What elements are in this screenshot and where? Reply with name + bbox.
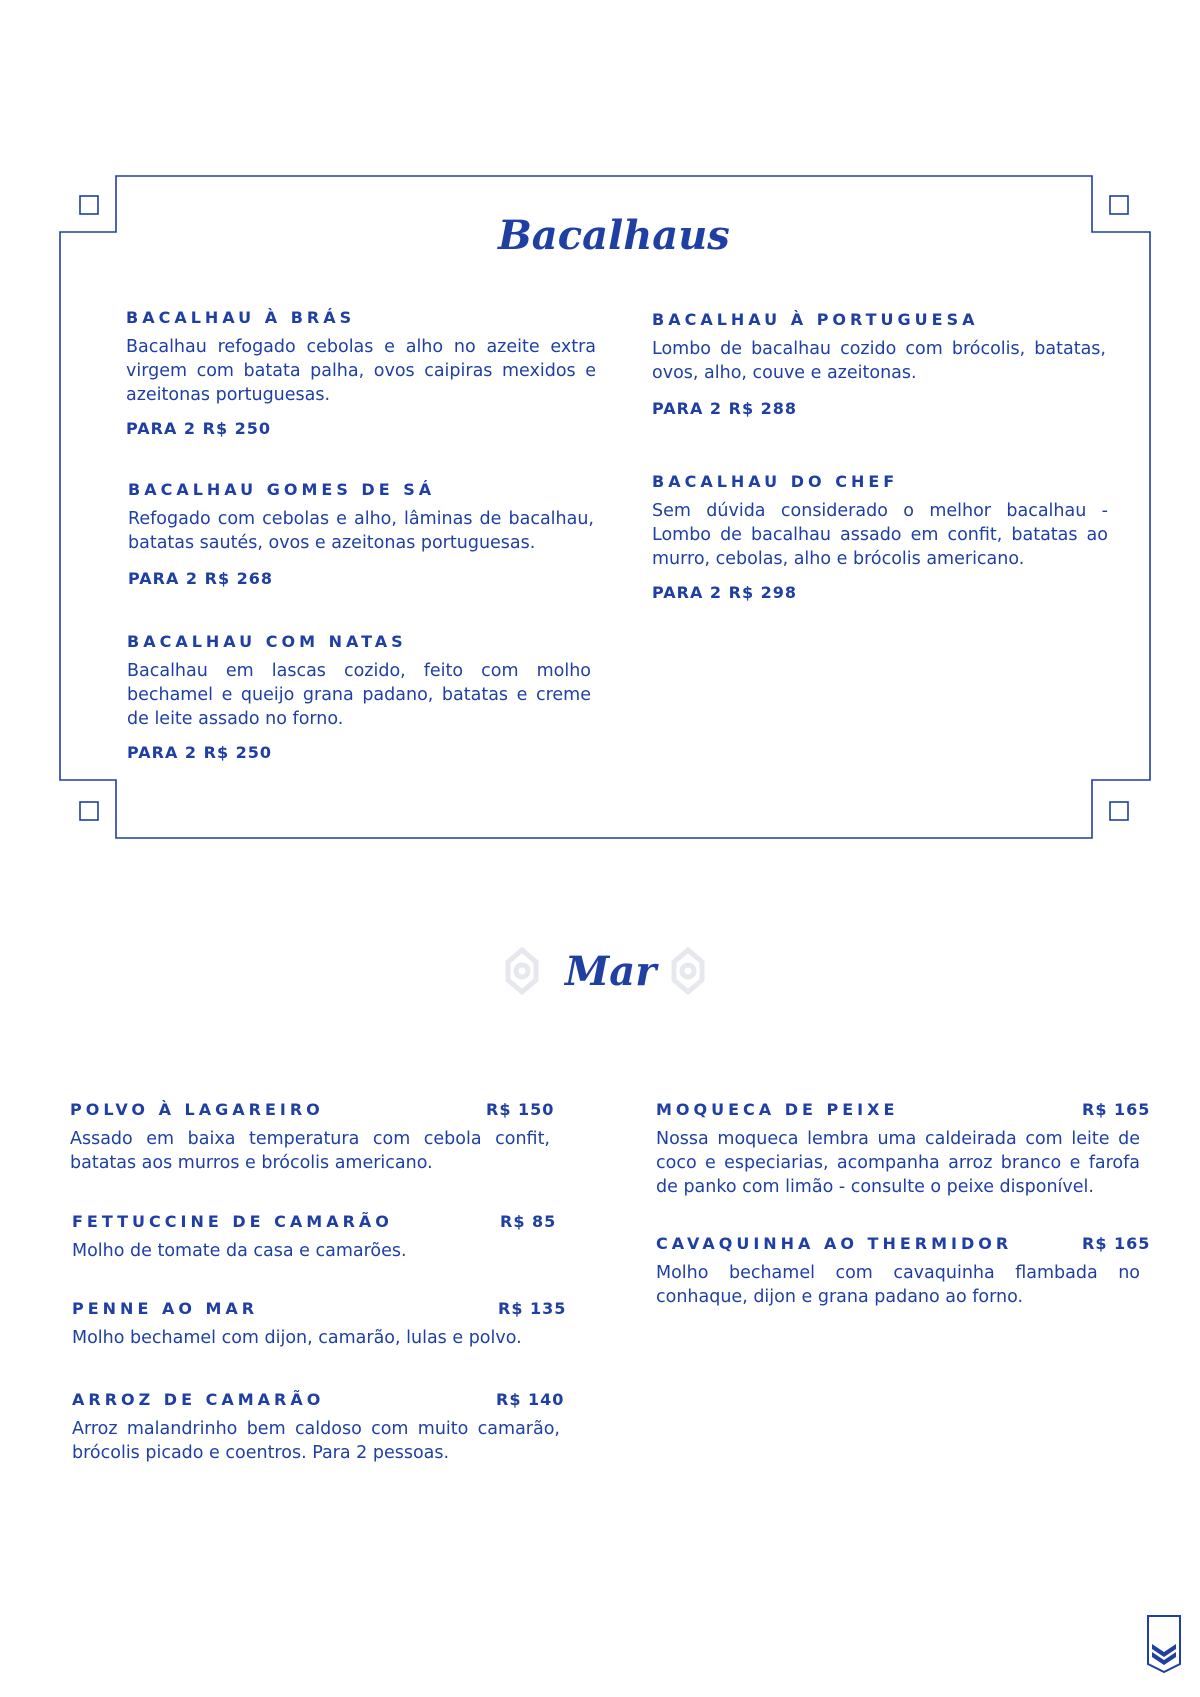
item-price: PARA 2 R$ 298: [652, 583, 798, 603]
menu-item: [72, 1299, 567, 1350]
item-price: PARA 2 R$ 268: [128, 569, 274, 589]
menu-item: [72, 1390, 565, 1465]
item-description: Sem dúvida considerado o melhor bacalhau - Lombo de bacalhau assado em confit, batatas ao murro, cebolas, alho e brócolis americano.: [652, 501, 1108, 570]
menu-item: [652, 310, 1106, 418]
item-price: PARA 2 R$ 250: [127, 743, 273, 763]
item-description: Molho bechamel com cavaquinha flambada no conhaque, dijon e grana padano ao forno.: [656, 1263, 1140, 1308]
item-price: R$ 140: [496, 1390, 565, 1409]
item-description: Nossa moqueca lembra uma caldeirada com leite de coco e especiarias, acompanha arroz branco e farofa de panko com limão - consulte o peixe disponível.: [656, 1129, 1140, 1198]
mar-section-title: Mar: [565, 948, 657, 995]
item-name: MOQUECA DE PEIXE: [656, 1100, 899, 1119]
item-name: ARROZ DE CAMARÃO: [72, 1390, 325, 1409]
flower-ornament-icon: [502, 946, 542, 996]
item-description: Bacalhau refogado cebolas e alho no azeite extra virgem com batata palha, ovos caipiras mexidos e azeitonas portuguesas.: [126, 337, 596, 406]
menu-item: [656, 1234, 1151, 1309]
item-name: BACALHAU COM NATAS: [127, 632, 407, 651]
item-price: R$ 165: [1082, 1100, 1151, 1119]
item-description: Bacalhau em lascas cozido, feito com molho bechamel e queijo grana padano, batatas e creme de leite assado no forno.: [127, 661, 591, 730]
item-price: PARA 2 R$ 288: [652, 399, 798, 419]
item-price: R$ 165: [1082, 1234, 1151, 1253]
item-name: POLVO À LAGAREIRO: [70, 1100, 324, 1119]
menu-item: [126, 308, 596, 438]
item-description: Lombo de bacalhau cozido com brócolis, batatas, ovos, alho, couve e azeitonas.: [652, 339, 1106, 384]
item-description: Molho de tomate da casa e camarões.: [72, 1241, 407, 1262]
item-name: BACALHAU À PORTUGUESA: [652, 310, 979, 329]
item-price: PARA 2 R$ 250: [126, 419, 272, 439]
bacalhaus-section-title: Bacalhaus: [498, 212, 730, 259]
menu-item: [127, 632, 591, 762]
item-name: BACALHAU GOMES DE SÁ: [128, 480, 436, 499]
item-description: Arroz malandrinho bem caldoso com muito camarão, brócolis picado e coentros. Para 2 pessoas.: [72, 1419, 560, 1464]
menu-item: [70, 1100, 555, 1175]
item-description: Molho bechamel com dijon, camarão, lulas e polvo.: [72, 1328, 522, 1349]
item-price: R$ 150: [486, 1100, 555, 1119]
menu-item: [656, 1100, 1151, 1199]
item-description: Refogado com cebolas e alho, lâminas de bacalhau, batatas sautés, ovos e azeitonas portuguesas.: [128, 509, 594, 554]
menu-item: [652, 472, 1108, 602]
item-name: FETTUCCINE DE CAMARÃO: [72, 1212, 393, 1231]
item-name: CAVAQUINHA AO THERMIDOR: [656, 1234, 1013, 1253]
item-name: BACALHAU À BRÁS: [126, 308, 356, 327]
item-name: BACALHAU DO CHEF: [652, 472, 899, 491]
menu-item: [128, 480, 594, 588]
item-name: PENNE AO MAR: [72, 1299, 259, 1318]
flower-ornament-icon: [668, 946, 708, 996]
item-description: Assado em baixa temperatura com cebola confit, batatas aos murros e brócolis americano.: [70, 1129, 550, 1174]
chevron-badge-icon: [1146, 1614, 1182, 1674]
item-price: R$ 85: [500, 1212, 557, 1231]
item-price: R$ 135: [498, 1299, 567, 1318]
menu-item: [72, 1212, 557, 1263]
